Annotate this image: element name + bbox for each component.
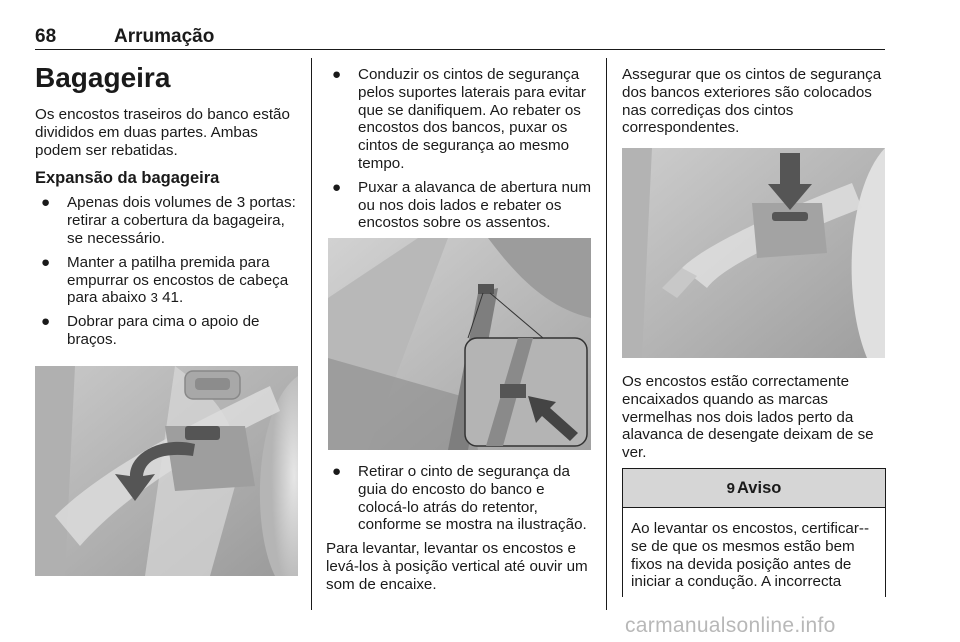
headrest-drawing — [35, 366, 298, 576]
column-3-lower — [622, 373, 886, 470]
column-divider-1 — [311, 58, 312, 610]
column-divider-2 — [606, 58, 607, 610]
seatbelt-guide-drawing — [328, 238, 591, 450]
reference-arrow-icon: 3 — [150, 290, 158, 306]
list-item: ● Conduzir os cintos de segurança pelos suportes laterais para evitar que se danifiquem. Ao rebater os encostos dos bancos, puxar os cintos de segurança ao mesmo tempo. — [332, 66, 586, 172]
page-number: 68 — [35, 26, 57, 47]
belt-slot-drawing — [622, 148, 885, 358]
warning-triangle-icon: 9 — [726, 480, 735, 497]
raise-paragraph: Para levantar, levantar os encostos e levá-los à posição vertical até ouvir um som de encaixe. — [326, 540, 588, 593]
bullet-list-2 — [326, 66, 592, 232]
list-item: ● Apenas dois volumes de 3 portas: retirar a cobertura da bagageira, se necessário. — [41, 194, 296, 247]
bullet-icon: ● — [332, 463, 342, 480]
column-2-lower — [326, 463, 592, 602]
section-title: Bagageira — [35, 62, 171, 93]
watermark: carmanualsonline.info — [625, 614, 836, 637]
list-item: ● Puxar a alavanca de abertura num ou nos dois lados e rebater os encostos sobre os assentos. — [332, 178, 592, 232]
belt-paragraph: Assegurar que os cintos de segurança dos bancos exteriores são colocados nas corrediças dos cintos correspondentes. — [622, 66, 882, 137]
belt-slot-illustration — [622, 148, 885, 358]
list-item: ● Retirar o cinto de segurança da guia do encosto do banco e colocá-lo atrás do retentor, conforme se mostra na ilustração. — [332, 463, 587, 534]
bullet-icon: ● — [41, 313, 51, 331]
cross-reference-link[interactable]: 3 41. — [150, 289, 184, 307]
warning-header — [623, 469, 885, 508]
header-rule — [35, 49, 885, 50]
subsection-title: Expansão da bagageira — [35, 169, 220, 188]
bullet-list-3 — [326, 463, 592, 534]
latch-paragraph: Os encostos estão correctamente encaixados quando as marcas vermelhas nos dois lados perto da alavanca de desengate deixam de se ver. — [622, 373, 874, 462]
seatbelt-guide-illustration — [328, 238, 591, 450]
column-2 — [326, 66, 592, 238]
bullet-icon: ● — [41, 194, 51, 212]
headrest-illustration — [35, 366, 298, 576]
column-3 — [622, 66, 886, 145]
page-header — [35, 20, 885, 50]
bullet-list-1 — [35, 194, 303, 348]
column-1 — [35, 62, 303, 355]
warning-title: Aviso — [737, 479, 782, 497]
warning-text: Ao levantar os encostos, certificar--se de que os mesmos estão bem fixos na devida posição antes de iniciar a condução. A incorrecta — [631, 520, 870, 591]
warning-box — [622, 468, 886, 597]
list-item: ● Dobrar para cima o apoio de braços. — [41, 313, 260, 348]
bullet-icon: ● — [41, 253, 51, 271]
bullet-icon: ● — [332, 66, 342, 83]
list-item: ● Manter a patilha premida para empurrar os encostos de cabeça para abaixo 3 41. — [41, 253, 289, 307]
intro-paragraph: Os encostos traseiros do banco estão divididos em duas partes. Ambas podem ser rebatidas. — [35, 106, 290, 159]
bullet-icon: ● — [332, 178, 342, 196]
chapter-title: Arrumação — [114, 26, 215, 47]
